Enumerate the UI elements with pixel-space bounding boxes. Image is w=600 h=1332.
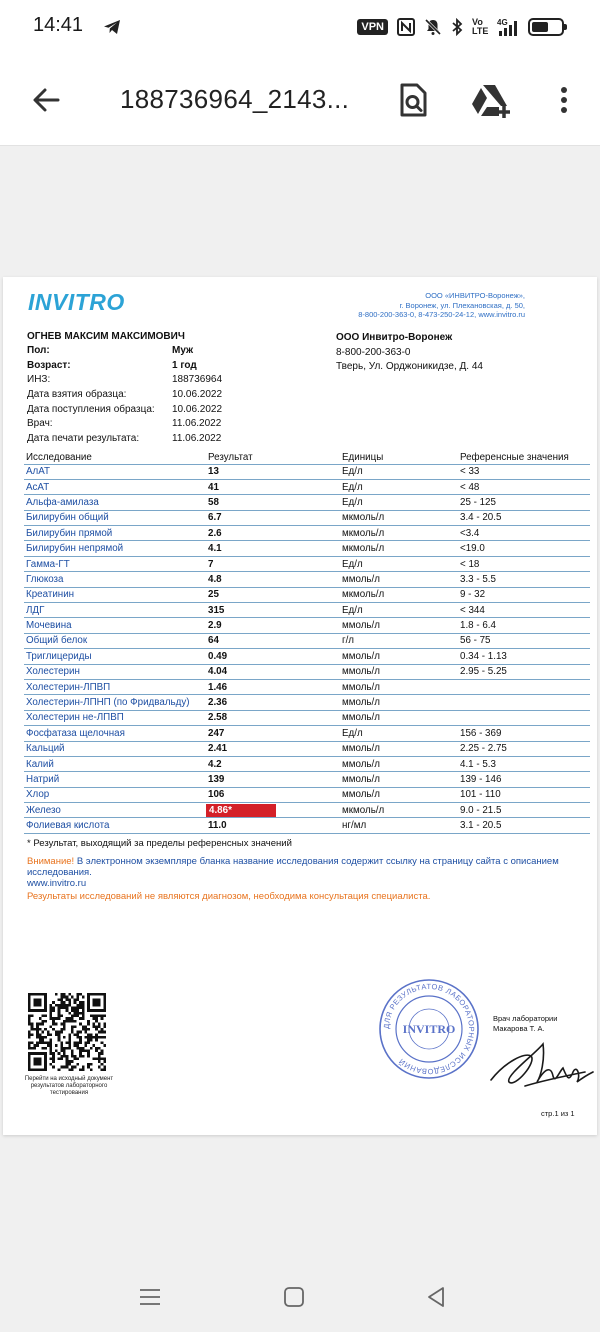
table-row [24,633,590,648]
cell-result: 2.58 [206,710,340,725]
cell-units: ммоль/л [340,787,458,802]
cell-units: ммоль/л [340,649,458,664]
bluetooth-icon [451,18,463,36]
cell-reference: 0.34 - 1.13 [458,649,590,664]
cell-test[interactable]: ЛДГ [24,603,206,618]
table-row [24,479,590,494]
cell-test[interactable]: Кальций [24,741,206,756]
page-number: стр.1 из 1 [541,1109,575,1118]
patient-field-value: 10.06.2022 [172,389,223,401]
cell-units: ммоль/л [340,664,458,679]
table-row [24,710,590,725]
cell-reference [458,710,590,725]
table-row [24,695,590,710]
table-row [24,572,590,587]
home-icon[interactable] [281,1284,307,1310]
find-in-page-icon[interactable] [396,82,430,118]
cell-result: 2.41 [206,741,340,756]
cell-result: 2.9 [206,618,340,633]
qr-caption: Перейти на исходный документ результатов лабораторного тестирования [24,1076,114,1096]
cell-result: 7 [206,556,340,571]
lab-contact-info: ООО «ИНВИТРО-Воронеж», г. Воронеж, ул. Плехановская, д. 50, 8-800-200-363-0, 8-473-250-24-12, www.invitro.ru [358,291,525,319]
cell-test[interactable]: Хлор [24,787,206,802]
cell-reference: 9.0 - 21.5 [458,803,590,818]
cell-units: мкмоль/л [340,510,458,525]
table-row [24,618,590,633]
cell-test[interactable]: Альфа-амилаза [24,495,206,510]
cell-reference: 56 - 75 [458,633,590,648]
cell-reference: 3.4 - 20.5 [458,510,590,525]
patient-field-value: Муж [172,345,194,356]
table-row [24,726,590,741]
cell-test[interactable]: Фосфатаза щелочная [24,726,206,741]
cell-units: ммоль/л [340,710,458,725]
cell-result: 247 [206,726,340,741]
table-row [24,510,590,525]
table-row [24,495,590,510]
header-units: Единицы [340,451,458,464]
cell-test[interactable]: Холестерин-ЛПВП [24,679,206,694]
cell-result: 4.2 [206,756,340,771]
cell-result: 0.49 [206,649,340,664]
patient-field-label: ИНЗ: [27,374,51,386]
cell-result: 4.04 [206,664,340,679]
cell-units: Ед/л [340,495,458,510]
lab-block [336,331,483,375]
lab-address: Тверь, Ул. Орджоникидзе, Д. 44 [336,361,483,373]
cell-test[interactable]: Натрий [24,772,206,787]
lab-phone: 8-800-200-363-0 [336,346,411,358]
table-row [24,679,590,694]
doctor-signature [485,1032,595,1102]
vpn-badge: VPN [357,19,388,35]
cell-units: Ед/л [340,556,458,571]
results-table [24,451,590,834]
cell-result: 58 [206,495,340,510]
patient-field-label: Дата поступления образца: [27,403,155,415]
volte-icon: Vo LTE [472,17,489,36]
cell-test[interactable]: АлАТ [24,464,206,479]
signal-4g-icon [497,17,519,37]
cell-test[interactable]: Мочевина [24,618,206,633]
warning-note [27,856,593,889]
doctor-title: Врач лаборатории [493,1014,558,1023]
cell-reference: 1.8 - 6.4 [458,618,590,633]
cell-test[interactable]: Калий [24,756,206,771]
more-vert-icon[interactable] [552,82,576,118]
cell-test[interactable]: Глюкоза [24,572,206,587]
cell-reference: 139 - 146 [458,772,590,787]
patient-field-label: Дата взятия образца: [27,389,127,401]
table-row [24,603,590,618]
cell-reference: 101 - 110 [458,787,590,802]
cell-reference: 3.1 - 20.5 [458,818,590,833]
cell-reference: <19.0 [458,541,590,556]
cell-units: Ед/л [340,479,458,494]
header-reference: Референсные значения [458,451,590,464]
cell-units: Ед/л [340,603,458,618]
table-row [24,664,590,679]
cell-reference: <3.4 [458,526,590,541]
stamp-text: INVITRO [402,1022,456,1036]
lab-name: ООО Инвитро-Воронеж [336,332,453,343]
cell-result: 2.6 [206,526,340,541]
cell-reference: 25 - 125 [458,495,590,510]
patient-field-label: Врач: [27,418,53,430]
status-bar [0,0,600,54]
table-row [24,756,590,771]
patient-field-value: 11.06.2022 [172,433,222,445]
cell-reference: < 344 [458,603,590,618]
add-to-drive-icon[interactable] [470,82,514,118]
cell-test[interactable]: Фолиевая кислота [24,818,206,833]
cell-units: Ед/л [340,464,458,479]
app-bar [0,54,600,146]
table-row [24,787,590,802]
table-row [24,587,590,602]
cell-test[interactable]: Гамма-ГТ [24,556,206,571]
cell-result: 64 [206,633,340,648]
stamp-ring-text: ДЛЯ РЕЗУЛЬТАТОВ ЛАБОРАТОРНЫХ ИССЛЕДОВАНИЙ [381,981,477,1077]
cell-reference: < 18 [458,556,590,571]
cell-reference: 2.25 - 2.75 [458,741,590,756]
out-of-range-result: 4.86* [206,804,276,817]
table-row [24,772,590,787]
cell-units: ммоль/л [340,741,458,756]
cell-result: 315 [206,603,340,618]
warning-prefix: Внимание! [27,856,75,867]
cell-units: ммоль/л [340,618,458,633]
patient-field-value: 1 год [172,359,197,371]
cell-reference: 9 - 32 [458,587,590,602]
cell-test[interactable]: Билирубин прямой [24,526,206,541]
document-page [3,277,597,1135]
cell-reference: 3.3 - 5.5 [458,572,590,587]
cell-result: 6.7 [206,510,340,525]
patient-field-value: 11.06.2022 [172,418,222,430]
invitro-link[interactable]: www.invitro.ru [27,878,87,889]
cell-units: мкмоль/л [340,541,458,556]
cell-units: нг/мл [340,818,458,833]
battery-icon [528,18,564,36]
cell-test[interactable]: Общий белок [24,633,206,648]
patient-field-label: Возраст: [27,359,71,371]
system-nav-bar [0,1260,600,1332]
cell-units: ммоль/л [340,756,458,771]
cell-units: ммоль/л [340,695,458,710]
cell-reference: 4.1 - 5.3 [458,756,590,771]
table-row [24,818,590,833]
cell-reference [458,679,590,694]
qr-code[interactable] [28,993,106,1071]
status-time: 14:41 [33,14,84,36]
arrow-back-icon[interactable] [28,82,64,118]
cell-reference: < 33 [458,464,590,479]
patient-name: ОГНЕВ МАКСИМ МАКСИМОВИЧ [27,331,185,342]
cell-units: ммоль/л [340,572,458,587]
patient-field-value: 10.06.2022 [172,403,223,415]
cell-units: мкмоль/л [340,803,458,818]
cell-reference [458,695,590,710]
cell-reference: 156 - 369 [458,726,590,741]
cell-result: 139 [206,772,340,787]
lab-stamp [377,977,481,1081]
cell-units: ммоль/л [340,679,458,694]
table-row [24,649,590,664]
cell-test[interactable]: Холестерин не-ЛПВП [24,710,206,725]
doctor-name: Макарова Т. А. [493,1024,545,1033]
cell-units: мкмоль/л [340,587,458,602]
cell-result: 4.1 [206,541,340,556]
cell-units: мкмоль/л [340,526,458,541]
cell-result: 11.0 [206,818,340,833]
invitro-logo: INVITRO [28,289,125,315]
mute-icon [424,18,442,36]
cell-reference: < 48 [458,479,590,494]
cell-result: 41 [206,479,340,494]
status-icons [357,14,564,40]
table-row [24,464,590,479]
cell-result: 1.46 [206,679,340,694]
disclaimer: Результаты исследований не являются диагнозом, необходима консультация специалиста. [27,891,431,902]
cell-result: 25 [206,587,340,602]
svg-text:4G: 4G [497,18,508,27]
cell-units: г/л [340,633,458,648]
cell-reference: 2.95 - 5.25 [458,664,590,679]
patient-field-label: Пол: [27,345,50,356]
footnote: * Результат, выходящий за пределы референсных значений [27,838,292,849]
table-row [24,526,590,541]
cell-test[interactable]: Креатинин [24,587,206,602]
header-result: Результат [206,451,340,464]
cell-test[interactable]: Железо [24,803,206,818]
cell-result: 2.36 [206,695,340,710]
cell-result: 4.8 [206,572,340,587]
warning-text: В электронном экземпляре бланка название исследования содержит ссылку на страницу сайта с описанием исследования. [27,856,559,878]
cell-test[interactable]: Билирубин общий [24,510,206,525]
nfc-icon [397,18,415,36]
cell-units: Ед/л [340,726,458,741]
table-header-row [24,451,590,464]
recents-icon[interactable] [137,1284,163,1310]
document-title: 188736964_2143... [120,84,350,114]
cell-result: 13 [206,464,340,479]
cell-test[interactable]: Холестерин-ЛПНП (по Фридвальду) [24,695,206,710]
doctor-signature-block [493,1014,557,1034]
table-row [24,803,590,818]
telegram-icon [102,17,122,37]
patient-field-label: Дата печати результата: [27,433,140,445]
table-row [24,556,590,571]
cell-test[interactable]: Триглицериды [24,649,206,664]
cell-test[interactable]: Холестерин [24,664,206,679]
cell-result: 106 [206,787,340,802]
cell-result [206,803,340,818]
patient-field-value: 188736964 [172,374,223,386]
cell-test[interactable]: Билирубин непрямой [24,541,206,556]
table-row [24,741,590,756]
cell-test[interactable]: АсАТ [24,479,206,494]
table-row [24,541,590,556]
header-test: Исследование [24,451,206,464]
back-icon[interactable] [423,1284,449,1310]
cell-units: ммоль/л [340,772,458,787]
